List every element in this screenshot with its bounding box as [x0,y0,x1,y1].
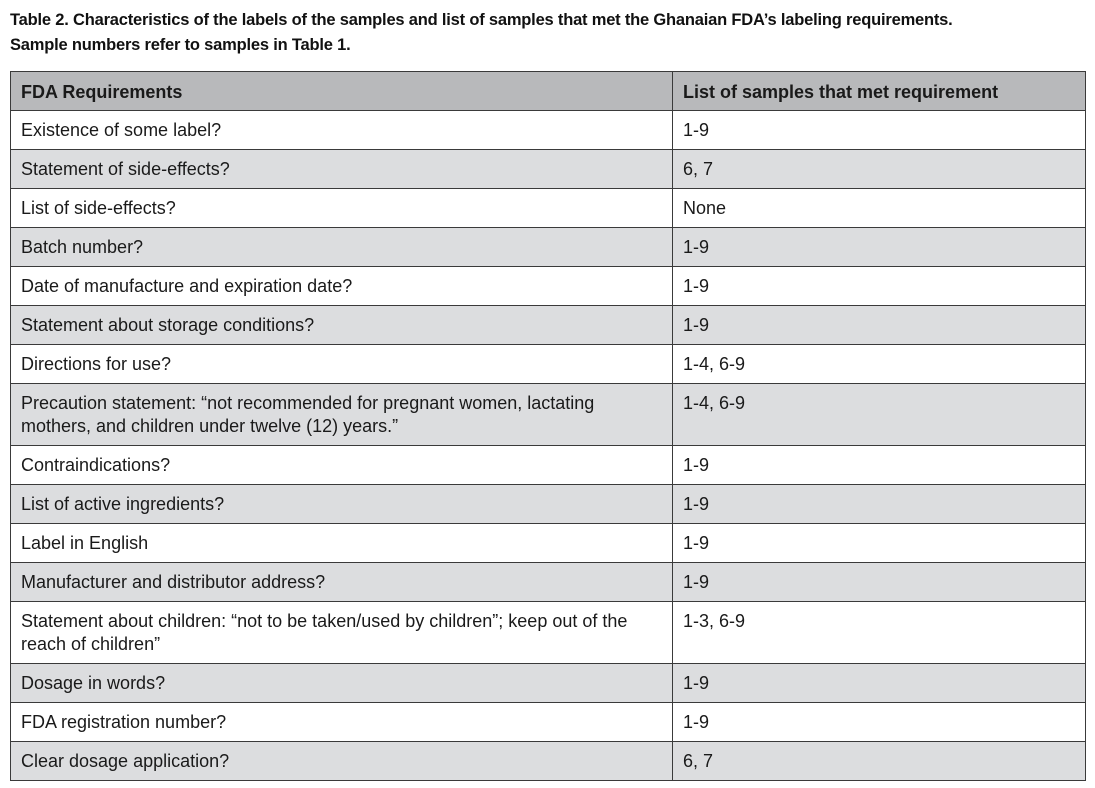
table-row [11,446,1086,485]
requirement-cell: Precaution statement: “not recommended for pregnant women, lactating mothers, and children under twelve (12) years.” [11,384,673,446]
samples-cell: 6, 7 [673,150,1086,189]
samples-cell: 1-9 [673,664,1086,703]
header-fda-requirements: FDA Requirements [11,72,673,111]
samples-cell: 1-9 [673,306,1086,345]
samples-cell: 1-9 [673,228,1086,267]
requirement-cell: Statement about storage conditions? [11,306,673,345]
table-row [11,306,1086,345]
table-row [11,524,1086,563]
requirement-cell: Existence of some label? [11,111,673,150]
table-row [11,485,1086,524]
samples-cell: 1-9 [673,267,1086,306]
requirement-cell: Label in English [11,524,673,563]
samples-cell: 1-3, 6-9 [673,602,1086,664]
table-header [11,72,1086,111]
table-body [11,111,1086,781]
table-row [11,602,1086,664]
requirement-cell: Date of manufacture and expiration date? [11,267,673,306]
caption-line-2: Sample numbers refer to samples in Table 1. [10,36,351,54]
requirement-cell: Dosage in words? [11,664,673,703]
table-row [11,703,1086,742]
requirement-cell: FDA registration number? [11,703,673,742]
table-caption [10,8,1085,58]
samples-cell: 1-9 [673,485,1086,524]
table-row [11,345,1086,384]
requirement-cell: Directions for use? [11,345,673,384]
requirement-cell: List of side-effects? [11,189,673,228]
table-row [11,150,1086,189]
table-row [11,664,1086,703]
requirement-cell: Clear dosage application? [11,742,673,781]
table-row [11,563,1086,602]
table-row [11,189,1086,228]
samples-cell: 1-9 [673,446,1086,485]
table-row [11,384,1086,446]
requirement-cell: List of active ingredients? [11,485,673,524]
samples-cell: None [673,189,1086,228]
caption-line-1: Table 2. Characteristics of the labels of the samples and list of samples that met the Ghanaian FDA’s labeling requirements. [10,11,953,29]
table-row [11,742,1086,781]
samples-cell: 1-9 [673,524,1086,563]
requirement-cell: Batch number? [11,228,673,267]
requirement-cell: Contraindications? [11,446,673,485]
table-row [11,228,1086,267]
requirements-table [10,71,1086,781]
requirements-table-container [10,71,1085,781]
samples-cell: 1-9 [673,563,1086,602]
header-row [11,72,1086,111]
samples-cell: 1-9 [673,111,1086,150]
table-row [11,111,1086,150]
requirement-cell: Statement of side-effects? [11,150,673,189]
table-row [11,267,1086,306]
samples-cell: 1-4, 6-9 [673,345,1086,384]
requirement-cell: Manufacturer and distributor address? [11,563,673,602]
samples-cell: 1-4, 6-9 [673,384,1086,446]
samples-cell: 6, 7 [673,742,1086,781]
requirement-cell: Statement about children: “not to be taken/used by children”; keep out of the reach of children” [11,602,673,664]
samples-cell: 1-9 [673,703,1086,742]
header-samples-met: List of samples that met requirement [673,72,1086,111]
